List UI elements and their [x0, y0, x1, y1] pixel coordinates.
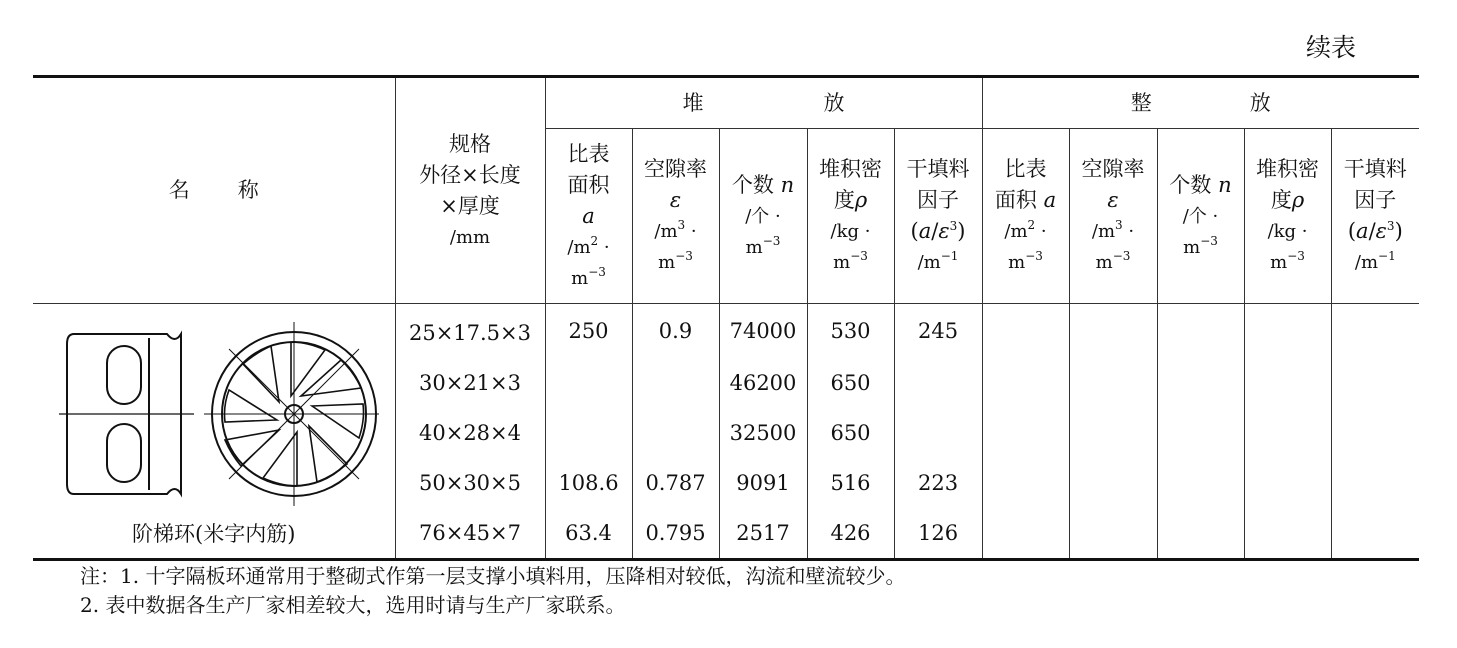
- side-view-slot-bottom: [107, 424, 141, 482]
- row-2-number: 46200: [719, 358, 807, 408]
- col-voidage2-symbol: ε: [1107, 188, 1119, 212]
- col-number2-l1: 个数: [1169, 172, 1212, 197]
- row-2-ordered-surface: [982, 358, 1069, 408]
- col-density2-exp: −3: [1287, 249, 1305, 263]
- row-2-ordered-factor: [1331, 358, 1419, 408]
- header-spec-unit: /mm: [449, 226, 491, 248]
- col-surface-l2: 面积: [567, 172, 610, 197]
- group-random-packing: [545, 77, 982, 129]
- col-voidage2-unit-b: m: [1095, 252, 1113, 273]
- col-density-exp: −3: [850, 249, 868, 263]
- col-surface-symbol: a: [582, 203, 595, 228]
- col-number2-symbol: n: [1218, 172, 1232, 197]
- col-density2-l2: 度: [1270, 188, 1292, 212]
- end-view-window-2: [312, 404, 364, 438]
- row-2-spec: 30×21×3: [395, 358, 545, 408]
- col-voidage-exp-a: 3: [677, 218, 686, 232]
- col-surface-area: [545, 129, 632, 304]
- header-spec: [395, 77, 545, 304]
- packing-illustration-cell: [33, 304, 395, 560]
- table-row: [33, 304, 1419, 359]
- col-density-unit-b: m: [833, 252, 851, 273]
- col-voidage2-unit-a: /m: [1091, 221, 1116, 242]
- col-bulk-density-ordered: [1244, 129, 1331, 304]
- end-view-window-1: [301, 360, 361, 396]
- row-3-ordered-density: [1244, 408, 1331, 458]
- row-4-voidage: 0.787: [632, 458, 719, 508]
- row-4-ordered-number: [1157, 458, 1244, 508]
- col-density2-unit-a: /kg ·: [1267, 221, 1308, 242]
- row-1-ordered-factor: [1331, 304, 1419, 359]
- group-ordered-packing: [982, 77, 1419, 129]
- row-5-ordered-voidage: [1069, 508, 1157, 560]
- row-2-surface: [545, 358, 632, 408]
- row-3-ordered-voidage: [1069, 408, 1157, 458]
- col-factor-paren-close: ): [957, 219, 966, 243]
- header-name: [33, 77, 395, 304]
- col-number-symbol: n: [780, 172, 795, 197]
- col-number-unit-b: m: [745, 236, 763, 258]
- group-random-char-2: 放: [823, 90, 845, 115]
- row-5-density: 426: [807, 508, 894, 560]
- col-factor2-eps: ε: [1375, 219, 1387, 243]
- row-2-ordered-voidage: [1069, 358, 1157, 408]
- col-factor-unit: /m: [917, 252, 941, 273]
- row-5-spec: 76×45×7: [395, 508, 545, 560]
- row-4-ordered-factor: [1331, 458, 1419, 508]
- row-4-ordered-surface: [982, 458, 1069, 508]
- note-2: 2. 表中数据各生产厂家相差较大，选用时请与生产厂家联系。: [80, 593, 626, 617]
- col-voidage-dot: ·: [685, 221, 697, 242]
- row-5-ordered-surface: [982, 508, 1069, 560]
- row-5-ordered-factor: [1331, 508, 1419, 560]
- header-spec-line-2: 外径×长度: [419, 162, 521, 187]
- col-surface2-exp-a: 2: [1027, 218, 1036, 232]
- col-surface-area-ordered: [982, 129, 1069, 304]
- col-factor2-a: a: [1356, 219, 1369, 243]
- col-surface-unit-b: m: [571, 267, 589, 289]
- row-3-ordered-factor: [1331, 408, 1419, 458]
- col-surface2-symbol: a: [1043, 188, 1057, 212]
- col-factor-l1: 干填料: [906, 157, 970, 181]
- group-ordered-char-1: 整: [1130, 90, 1152, 115]
- group-random-char-1: 堆: [682, 90, 704, 115]
- col-surface2-l2: 面积: [994, 188, 1037, 212]
- row-4-spec: 50×30×5: [395, 458, 545, 508]
- col-factor2-unit: /m: [1354, 252, 1379, 273]
- side-view-slot-top: [107, 346, 141, 404]
- row-1-spec: 25×17.5×3: [395, 304, 545, 359]
- col-voidage: [632, 129, 719, 304]
- col-voidage2-dot: ·: [1122, 221, 1135, 242]
- col-density2-symbol: ρ: [1291, 188, 1305, 212]
- col-factor-paren-open: (: [910, 219, 919, 243]
- col-surface-exp-b: −3: [588, 264, 606, 279]
- continued-label: 续表: [1306, 33, 1357, 62]
- col-surface2-dot: ·: [1035, 221, 1047, 242]
- col-factor2-exp: 3: [1386, 219, 1395, 233]
- col-density-l2: 度: [833, 188, 855, 212]
- row-4-ordered-density: [1244, 458, 1331, 508]
- col-surface2-unit-a: /m: [1004, 221, 1028, 242]
- col-density-l1: 堆积密: [819, 157, 882, 181]
- col-number-ordered: [1157, 129, 1244, 304]
- row-1-ordered-surface: [982, 304, 1069, 359]
- row-1-voidage: 0.9: [632, 304, 719, 359]
- col-density2-l1: 堆积密: [1256, 157, 1320, 181]
- row-3-density: 650: [807, 408, 894, 458]
- col-voidage2-exp-a: 3: [1115, 218, 1123, 232]
- row-5-ordered-number: [1157, 508, 1244, 560]
- col-voidage-ordered: [1069, 129, 1157, 304]
- col-voidage-symbol: ε: [669, 188, 682, 212]
- col-density-unit-a: /kg ·: [830, 221, 871, 242]
- col-number: [719, 129, 807, 304]
- col-number2-exp: −3: [1200, 233, 1218, 248]
- row-5-number: 2517: [719, 508, 807, 560]
- col-voidage-unit-b: m: [658, 252, 676, 273]
- col-factor-unit-exp: −1: [940, 249, 959, 263]
- col-surface-exp-a: 2: [590, 233, 599, 248]
- row-1-factor: 245: [894, 304, 982, 359]
- row-4-factor: 223: [894, 458, 982, 508]
- group-ordered-char-2: 放: [1249, 90, 1271, 115]
- col-number2-unit-a: /个 ·: [1182, 205, 1219, 227]
- col-factor-slash: /: [931, 219, 939, 243]
- col-number2-unit-b: m: [1183, 236, 1201, 258]
- col-factor-a: a: [918, 219, 932, 243]
- col-surface-dot: ·: [598, 236, 610, 258]
- col-surface2-l1: 比表: [1004, 157, 1047, 181]
- row-3-voidage: [632, 408, 719, 458]
- packing-data-table: [33, 75, 1419, 561]
- row-5-ordered-density: [1244, 508, 1331, 560]
- row-3-ordered-surface: [982, 408, 1069, 458]
- col-voidage2-l1: 空隙率: [1081, 157, 1145, 181]
- col-surface2-unit-b: m: [1008, 252, 1026, 273]
- row-3-spec: 40×28×4: [395, 408, 545, 458]
- row-5-surface: 63.4: [545, 508, 632, 560]
- row-3-ordered-number: [1157, 408, 1244, 458]
- col-factor2-unit-exp: −1: [1378, 249, 1396, 263]
- row-1-density: 530: [807, 304, 894, 359]
- header-spec-line-1: 规格: [449, 131, 491, 156]
- row-2-density: 650: [807, 358, 894, 408]
- col-dry-packing-factor: [894, 129, 982, 304]
- table-notes: [80, 562, 905, 620]
- col-factor-l2: 因子: [917, 188, 960, 212]
- note-1: 注：1. 十字隔板环通常用于整砌式作第一层支撑小填料用，压降相对较低，沟流和壁流较少。: [80, 564, 906, 588]
- col-voidage-unit-a: /m: [654, 221, 678, 242]
- row-4-density: 516: [807, 458, 894, 508]
- row-2-ordered-density: [1244, 358, 1331, 408]
- row-1-ordered-number: [1157, 304, 1244, 359]
- step-ring-drawing: [49, 314, 379, 514]
- col-factor2-paren-open: (: [1347, 219, 1357, 243]
- row-3-number: 32500: [719, 408, 807, 458]
- row-5-factor: 126: [894, 508, 982, 560]
- end-view-window-6: [224, 390, 277, 422]
- packing-name: 阶梯环(米字内筋): [132, 522, 296, 546]
- col-factor-eps: ε: [938, 219, 950, 243]
- col-dry-packing-factor-ordered: [1331, 129, 1419, 304]
- col-surface-unit-a: /m: [567, 236, 591, 258]
- col-factor2-paren-close: ): [1394, 219, 1403, 243]
- header-row-groups: [33, 77, 1419, 129]
- col-density-symbol: ρ: [854, 188, 868, 212]
- col-surface-l1: 比表: [567, 141, 610, 166]
- col-voidage2-exp-b: −3: [1112, 249, 1131, 263]
- row-1-number: 74000: [719, 304, 807, 359]
- col-number-exp: −3: [762, 233, 781, 248]
- col-surface2-exp-b: −3: [1025, 249, 1043, 263]
- row-2-voidage: [632, 358, 719, 408]
- col-bulk-density: [807, 129, 894, 304]
- row-1-ordered-voidage: [1069, 304, 1157, 359]
- row-1-surface: 250: [545, 304, 632, 359]
- end-view-window-5: [225, 430, 279, 466]
- row-1-ordered-density: [1244, 304, 1331, 359]
- col-density2-unit-b: m: [1270, 252, 1288, 273]
- row-3-surface: [545, 408, 632, 458]
- col-number-l1: 个数: [731, 172, 774, 197]
- col-factor2-l2: 因子: [1354, 188, 1397, 212]
- header-name-char-2: 称: [237, 178, 259, 202]
- col-factor-exp: 3: [949, 219, 958, 233]
- header-name-char-1: 名: [168, 178, 190, 202]
- row-4-ordered-voidage: [1069, 458, 1157, 508]
- row-2-factor: [894, 358, 982, 408]
- row-4-surface: 108.6: [545, 458, 632, 508]
- col-factor2-slash: /: [1368, 219, 1376, 243]
- col-voidage-l1: 空隙率: [644, 157, 707, 181]
- row-4-number: 9091: [719, 458, 807, 508]
- col-voidage-exp-b: −3: [675, 249, 693, 263]
- row-3-factor: [894, 408, 982, 458]
- col-factor2-l1: 干填料: [1343, 157, 1407, 181]
- row-2-ordered-number: [1157, 358, 1244, 408]
- header-spec-line-3: ×厚度: [440, 193, 500, 218]
- row-5-voidage: 0.795: [632, 508, 719, 560]
- col-number-unit-a: /个 ·: [745, 205, 781, 227]
